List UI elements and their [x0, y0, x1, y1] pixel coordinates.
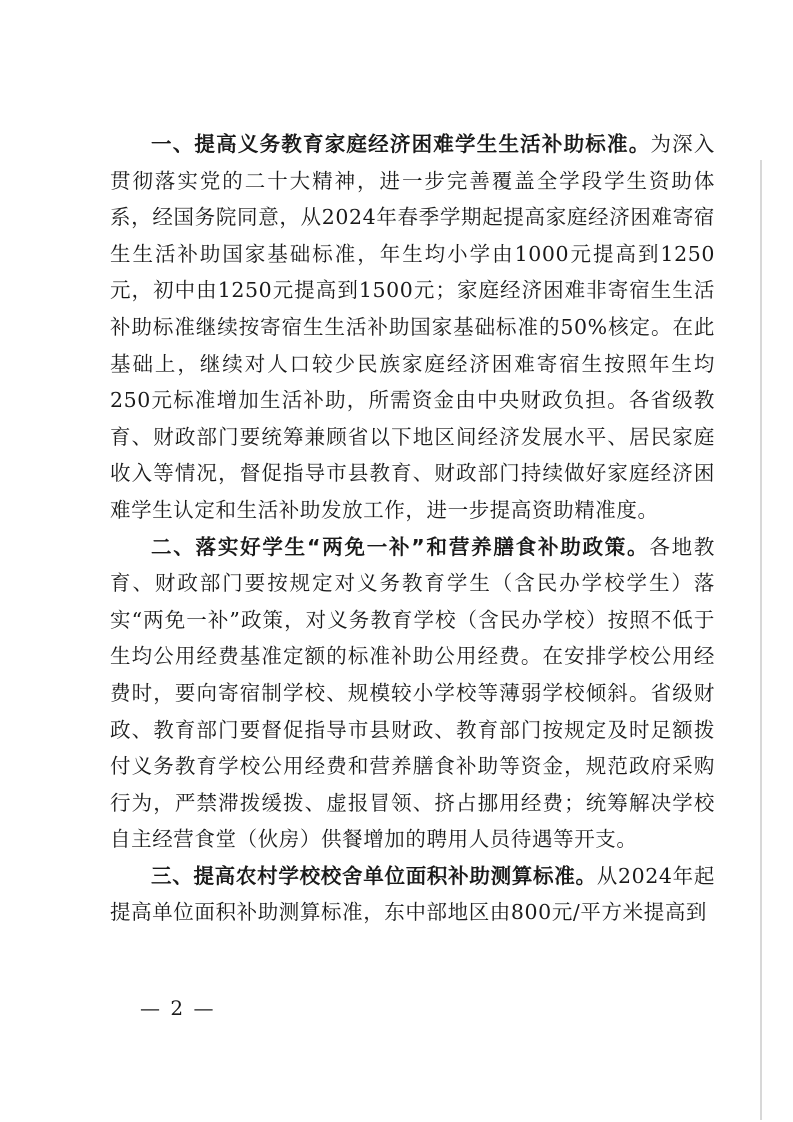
body-text — [110, 126, 715, 931]
scan-edge-line — [760, 160, 762, 1120]
paragraph-3-heading: 三、提高农村学校校舍单位面积补助测算标准。 — [151, 863, 597, 888]
paragraph-3 — [110, 858, 715, 931]
paragraph-1-body: 为深入贯彻落实党的二十大精神，进一步完善覆盖全学段学生资助体系，经国务院同意，从2024年春季学期起提高家庭经济困难寄宿生生活补助国家基础标准，年生均小学由1000元提高到1250元，初中由1250元提高到1500元；家庭经济困难非寄宿生生活补助标准继续按寄宿生生活补助国家基础标准的50%核定。在此基础上，继续对人口较少民族家庭经济困难寄宿生按照年生均250元标准增加生活补助，所需资金由中央财政负担。各省级教育、财政部门要统筹兼顾省以下地区间经济发展水平、居民家庭收入等情况，督促指导市县教育、财政部门持续做好家庭经济困难学生认定和生活补助发放工作，进一步提高资助精准度。 — [110, 132, 715, 522]
paragraph-2 — [110, 529, 715, 858]
paragraph-1 — [110, 126, 715, 529]
paragraph-3-body: 从2024年起提高单位面积补助测算标准，东中部地区由800元/平方米提高到 — [110, 863, 715, 925]
paragraph-1-heading: 一、提高义务教育家庭经济困难学生生活补助标准。 — [151, 132, 651, 156]
page-number: — 2 — — [140, 996, 216, 1020]
paragraph-2-body: 各地教育、财政部门要按规定对义务教育学生（含民办学校学生）落实“两免一补”政策，对义务教育学校（含民办学校）按照不低于生均公用经费基准定额的标准补助公用经费。在安排学校公用经费时，要向寄宿制学校、规模较小学校等薄弱学校倾斜。省级财政、教育部门要督促指导市县财政、教育部门按规定及时足额拨付义务教育学校公用经费和营养膳食补助等资金，规范政府采购行为，严禁滞拨缓拨、虚报冒领、挤占挪用经费；统筹解决学校自主经营食堂（伙房）供餐增加的聘用人员待遇等开支。 — [110, 534, 715, 852]
paragraph-2-heading: 二、落实好学生“两免一补”和营养膳食补助政策。 — [151, 534, 650, 559]
